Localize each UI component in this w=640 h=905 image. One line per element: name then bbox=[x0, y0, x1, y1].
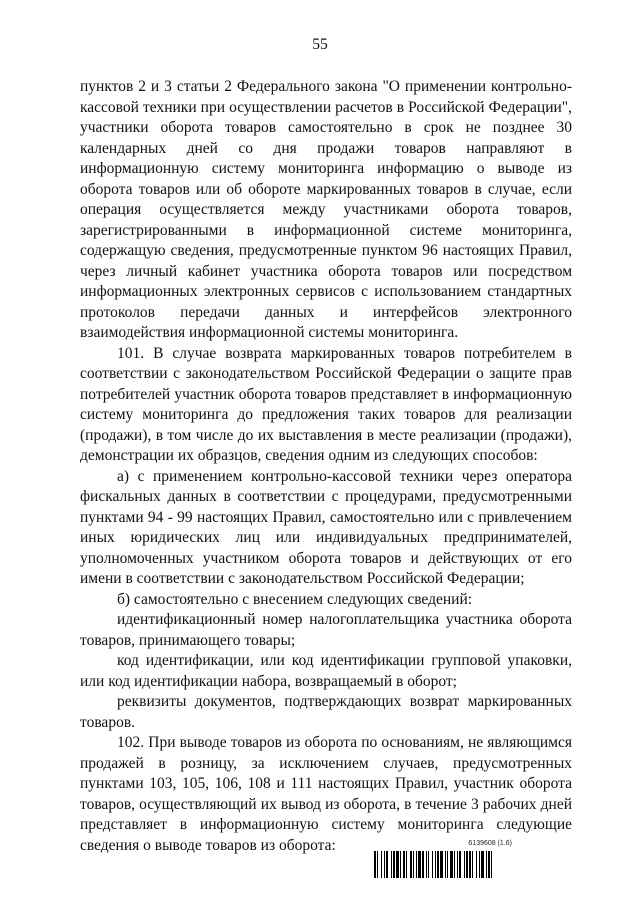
paragraph-101: 101. В случае возврата маркированных товаров потребителем в соответствии с законодательством Российской Федерации о защите прав потребителей участник оборота товаров представляет в информационную систему мониторинга до предложения таких товаров для реализации (продажи), в том числе до их выставления в месте реализации (продажи), демонстрации их образцов, сведения одним из следующих способов: bbox=[80, 344, 572, 464]
document-code-block bbox=[374, 840, 596, 880]
paragraph-101-a: а) с применением контрольно-кассовой техники через оператора фискальных данных в соответствии с процедурами, предусмотренными пунктами 94 - 99 настоящих Правил, самостоятельно или с привлечением иных юридических лиц или индивидуальных предпринимателей, уполномоченных участником оборота товаров и действующих от его имени в соответствии с законодательством Российской Федерации; bbox=[80, 467, 572, 587]
document-code-label: 6139608 (1.6) bbox=[468, 840, 512, 847]
paragraph-101-b-code: код идентификации, или код идентификации групповой упаковки, или код идентификации набора, возвращаемый в оборот; bbox=[80, 652, 572, 690]
paragraph-continuation: пунктов 2 и 3 статьи 2 Федерального закона "О применении контрольно-кассовой техники при осуществлении расчетов в Российской Федерации", участники оборота товаров самостоятельно в срок не позднее 30 календарных дней со дня продажи товаров направляют в информационную систему мониторинга информацию о выводе из оборота товаров или об обороте маркированных товаров в случае, если операция осуществляется между участниками оборота товаров, зарегистрированными в информационной системе мониторинга, содержащую сведения, предусмотренные пунктом 96 настоящих Правил, через личный кабинет участника оборота товаров или посредством информационных электронных сервисов с использованием стандартных протоколов передачи данных и интерфейсов электронного взаимодействия информационной системы мониторинга. bbox=[80, 78, 572, 341]
page-number: 55 bbox=[312, 36, 328, 53]
paragraph-101-b: б) самостоятельно с внесением следующих сведений: bbox=[117, 590, 473, 608]
paragraph-101-b-inn: идентификационный номер налогоплательщика участника оборота товаров, принимающего товары; bbox=[80, 611, 572, 649]
paragraph-101-b-documents: реквизиты документов, подтверждающих возврат маркированных товаров. bbox=[80, 693, 572, 731]
paragraph-102: 102. При выводе товаров из оборота по основаниям, не являющимся продажей в розницу, за исключением случаев, предусмотренных пунктами 103, 105, 106, 108 и 111 настоящих Правил, участник оборота товаров, осуществляющий их вывод из оборота, в течение 3 рабочих дней представляет в информационную систему мониторинга следующие сведения о выводе товаров из оборота: bbox=[80, 734, 572, 854]
barcode-icon bbox=[374, 851, 596, 878]
body-text bbox=[80, 77, 572, 856]
